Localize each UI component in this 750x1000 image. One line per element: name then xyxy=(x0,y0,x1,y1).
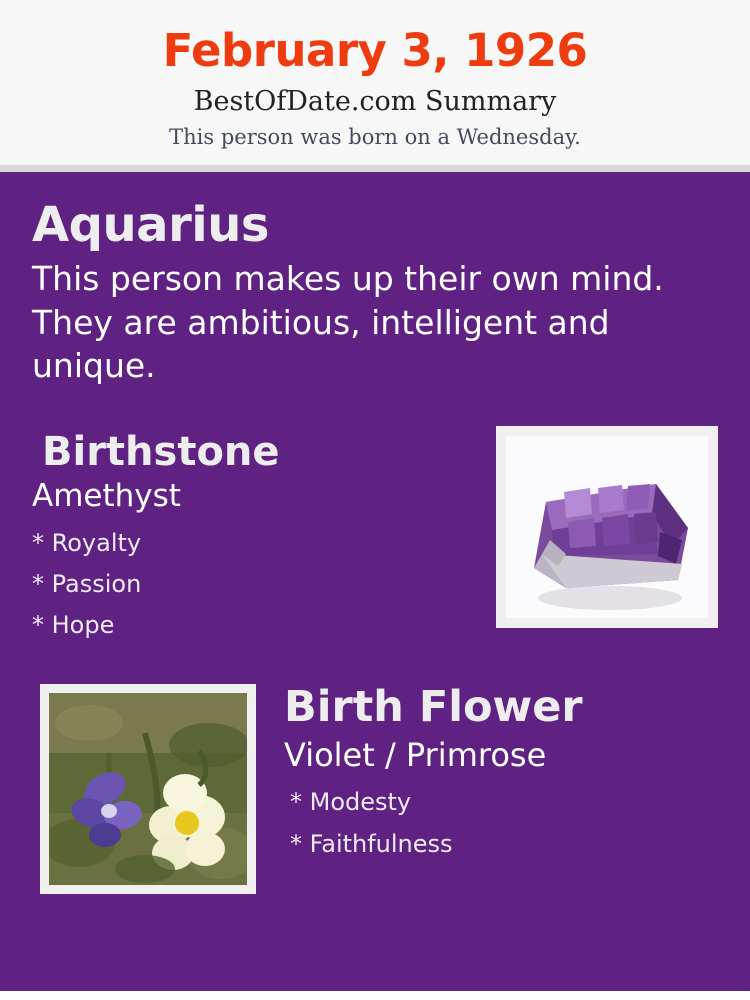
birthstone-trait: * Hope xyxy=(32,610,115,639)
birthstone-trait: * Royalty xyxy=(32,528,142,557)
birthstone-name: Amethyst xyxy=(32,478,181,515)
birthflower-name: Violet / Primrose xyxy=(284,735,547,774)
card-header xyxy=(0,0,750,165)
birth-weekday-text: This person was born on a Wednesday. xyxy=(169,124,581,149)
violet-primrose-photo xyxy=(49,693,247,885)
site-name: BestOfDate.com Summary xyxy=(193,85,557,117)
card-body xyxy=(0,172,750,991)
birthflower-title: Birth Flower xyxy=(284,682,583,733)
amethyst-crystal-photo xyxy=(506,436,708,618)
birthstone-text-block xyxy=(32,430,462,638)
birthflower-trait: * Modesty xyxy=(290,787,412,816)
page-title: February 3, 1926 xyxy=(162,24,588,77)
birthstone-image-frame xyxy=(496,426,718,628)
birthflower-image-frame xyxy=(40,684,256,894)
birthflower-trait: * Faithfulness xyxy=(290,829,453,858)
amethyst-illustration xyxy=(506,436,708,618)
flower-illustration xyxy=(49,693,247,885)
zodiac-description: This person makes up their own mind. They are ambitious, intelligent and unique. xyxy=(32,258,664,386)
birthstone-section xyxy=(32,430,718,642)
birthstone-trait: * Passion xyxy=(32,569,142,598)
birthflower-section xyxy=(32,684,718,899)
birthflower-text-block xyxy=(284,684,718,857)
zodiac-sign-title: Aquarius xyxy=(32,196,269,253)
header-divider xyxy=(0,165,750,172)
birthstone-title: Birthstone xyxy=(42,429,280,476)
